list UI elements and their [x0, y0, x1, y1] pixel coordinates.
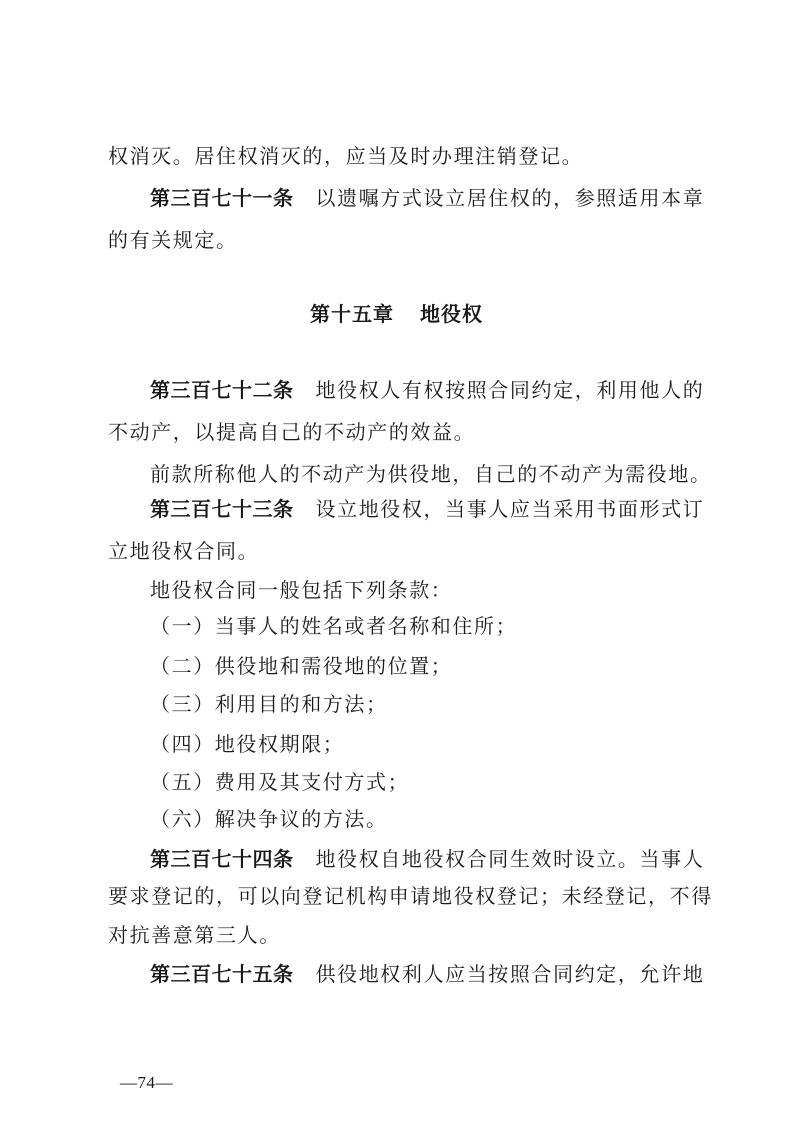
list-item	[150, 730, 693, 758]
article-373-intro-text: 地役权合同一般包括下列条款：	[150, 578, 453, 602]
article-372-text-2: 不动产，以提高自己的不动产的效益。	[108, 420, 476, 444]
list-item-5: （五）费用及其支付方式；	[150, 770, 410, 794]
article-374-line-2	[108, 882, 713, 910]
article-374-line-3	[108, 921, 693, 949]
article-373-intro	[150, 576, 693, 604]
continued-text-line	[108, 142, 693, 170]
article-374-text-3: 对抗善意第三人。	[108, 923, 281, 947]
list-item-3: （三）利用目的和方法；	[150, 692, 388, 716]
list-item-4: （四）地役权期限；	[150, 732, 345, 756]
article-374-line-1	[150, 845, 705, 873]
article-372-text-1: 地役权人有权按照合同约定，利用他人的	[315, 378, 705, 402]
article-374-text-2: 要求登记的，可以向登记机构申请地役权登记；未经登记，不得	[108, 884, 713, 908]
article-375-text-1: 供役地权利人应当按照合同约定，允许地	[315, 962, 705, 986]
continued-text: 权消灭。居住权消灭的，应当及时办理注销登记。	[108, 144, 584, 168]
article-373-line-2	[108, 537, 693, 565]
article-373-heading: 第三百七十三条	[150, 497, 294, 521]
page-number: —74—	[120, 1073, 173, 1092]
article-371-line-1	[150, 184, 705, 212]
article-375-line-1	[150, 960, 705, 988]
article-371-heading: 第三百七十一条	[150, 186, 294, 210]
chapter-number: 第十五章	[310, 302, 394, 326]
list-item-2: （二）供役地和需役地的位置；	[150, 654, 453, 678]
article-371-text-1: 以遗嘱方式设立居住权的，参照适用本章	[315, 186, 705, 210]
list-item-1: （一）当事人的姓名或者名称和住所；	[150, 614, 518, 638]
article-372-paragraph-2	[150, 460, 712, 488]
list-item	[150, 612, 693, 640]
article-372-heading: 第三百七十二条	[150, 378, 294, 402]
chapter-title: 地役权	[420, 302, 483, 326]
article-372-line-2	[108, 418, 693, 446]
list-item	[150, 805, 693, 833]
list-item-6: （六）解决争议的方法。	[150, 807, 388, 831]
article-374-heading: 第三百七十四条	[150, 847, 294, 871]
list-item	[150, 690, 693, 718]
article-373-text-2: 立地役权合同。	[108, 539, 260, 563]
list-item	[150, 768, 693, 796]
article-374-text-1: 地役权自地役权合同生效时设立。当事人	[315, 847, 705, 871]
article-372-text-3: 前款所称他人的不动产为供役地，自己的不动产为需役地。	[150, 462, 712, 486]
list-item	[150, 652, 693, 680]
article-375-heading: 第三百七十五条	[150, 962, 294, 986]
article-373-line-1	[150, 495, 705, 523]
article-372-line-1	[150, 376, 705, 404]
article-371-text-2: 的有关规定。	[108, 228, 238, 252]
article-373-text-1: 设立地役权，当事人应当采用书面形式订	[315, 497, 705, 521]
article-371-line-2	[108, 226, 693, 254]
chapter-heading	[0, 300, 793, 328]
